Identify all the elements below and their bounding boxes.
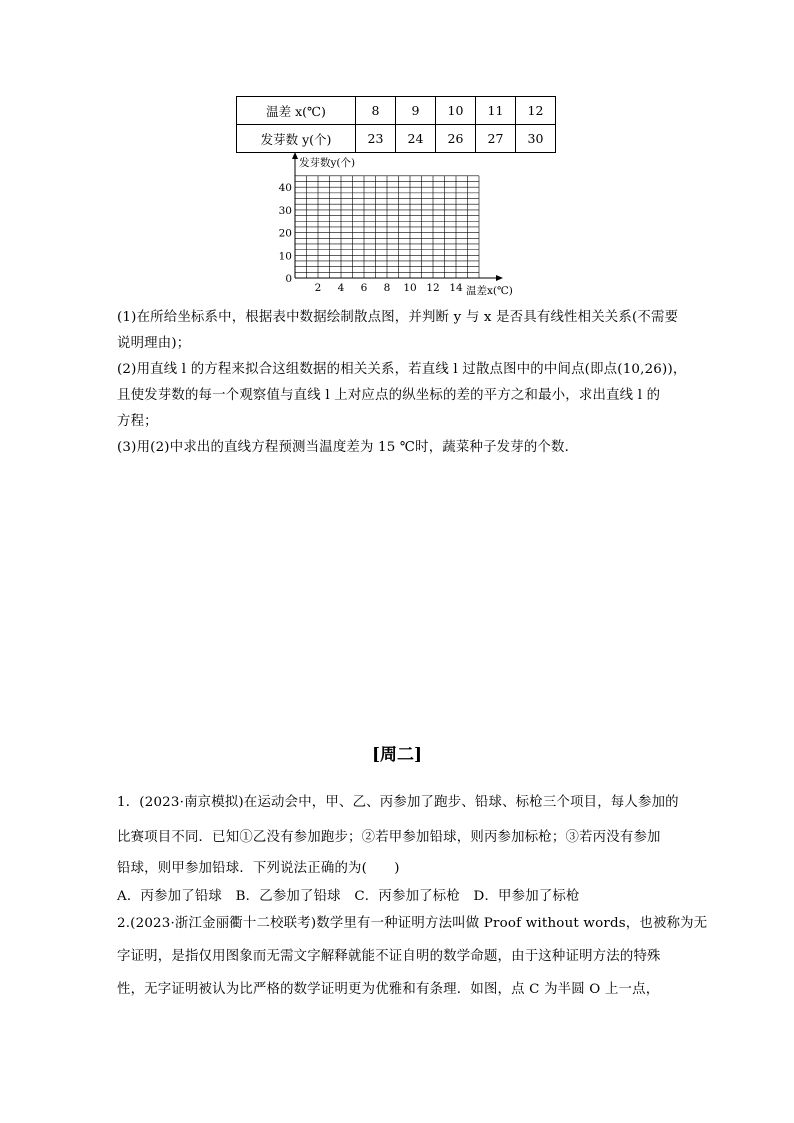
y-tick-label: 0	[285, 273, 292, 285]
y-cell: 30	[516, 125, 556, 153]
x-tick-label: 4	[337, 282, 345, 294]
x-tick-label: 14	[449, 282, 463, 294]
y-tick-label: 20	[278, 227, 292, 240]
scatter-plot-grid	[270, 150, 530, 302]
y-axis-label: 发芽数y(个)	[299, 157, 356, 169]
problem-line: 比赛项目不同．已知①乙没有参加跑步；②若甲参加铅球，则丙参加标枪；③若丙没有参加	[117, 830, 661, 845]
question-line: 方程；	[117, 414, 158, 429]
x-cell: 8	[356, 97, 396, 125]
x-cell: 12	[516, 97, 556, 125]
x-axis-arrow-icon	[496, 275, 503, 281]
x-tick-label: 2	[314, 282, 322, 294]
problem-1	[117, 789, 682, 911]
y-axis-arrow-icon	[292, 152, 298, 159]
axes	[292, 152, 503, 281]
y-tick-label: 10	[278, 250, 292, 263]
problem-line: 性，无字证明被认为比严格的数学证明更为优雅和有条理．如图，点 C 为半圆 O 上一点，	[117, 982, 660, 997]
y-cell: 26	[436, 125, 476, 153]
y-tick-label: 40	[278, 182, 292, 195]
x-tick-label: 8	[383, 282, 391, 294]
row-label-y: 发芽数 y(个)	[237, 125, 356, 153]
x-cell: 11	[476, 97, 516, 125]
y-tick-label: 30	[278, 204, 292, 217]
data-table	[236, 96, 556, 153]
y-cell: 27	[476, 125, 516, 153]
problem-options: A．丙参加了铅球 B．乙参加了铅球 C．丙参加了标枪 D．甲参加了标枪	[117, 889, 580, 904]
x-tick-label: 6	[360, 282, 368, 294]
table-row-y	[237, 125, 556, 153]
y-cell: 23	[356, 125, 396, 153]
question-block	[117, 305, 687, 461]
x-cell: 10	[436, 97, 476, 125]
question-line: 说明理由)；	[117, 336, 191, 351]
problem-line: 2.(2023·浙江金丽衢十二校联考)数学里有一种证明方法叫做 Proof without words，也被称为无	[117, 916, 708, 931]
x-tick-label: 12	[426, 282, 440, 294]
problem-line: 字证明，是指仅用图象而无需文字解释就能不证自明的数学命题，由于这种证明方法的特殊	[117, 949, 661, 964]
problem-2	[117, 909, 708, 1005]
x-axis-label: 温差x(℃)	[466, 285, 513, 297]
y-cell: 24	[396, 125, 436, 153]
grid-lines	[295, 176, 479, 278]
question-line: (2)用直线 l 的方程来拟合这组数据的相关关系，若直线 l 过散点图中的中间点(即点(10,26))，	[117, 362, 687, 377]
question-line: 且使发芽数的每一个观察值与直线 l 上对应点的纵坐标的差的平方之和最小，求出直线 l 的	[117, 388, 661, 403]
table-row-x	[237, 97, 556, 125]
row-label-x: 温差 x(℃)	[237, 97, 356, 125]
question-line: (3)用(2)中求出的直线方程预测当温度差为 15 ℃时，蔬菜种子发芽的个数．	[117, 440, 579, 455]
problem-line: 1．(2023·南京模拟)在运动会中，甲、乙、丙参加了跑步、铅球、标枪三个项目，每人参加的	[117, 795, 679, 810]
x-cell: 9	[396, 97, 436, 125]
x-tick-label: 10	[403, 282, 417, 294]
section-title: [周二]	[371, 745, 423, 765]
question-line: (1)在所给坐标系中，根据表中数据绘制散点图，并判断 y 与 x 是否具有线性相关关系(不需要	[117, 310, 679, 325]
problem-line: 铅球，则甲参加铅球．下列说法正确的为( )	[117, 861, 400, 876]
